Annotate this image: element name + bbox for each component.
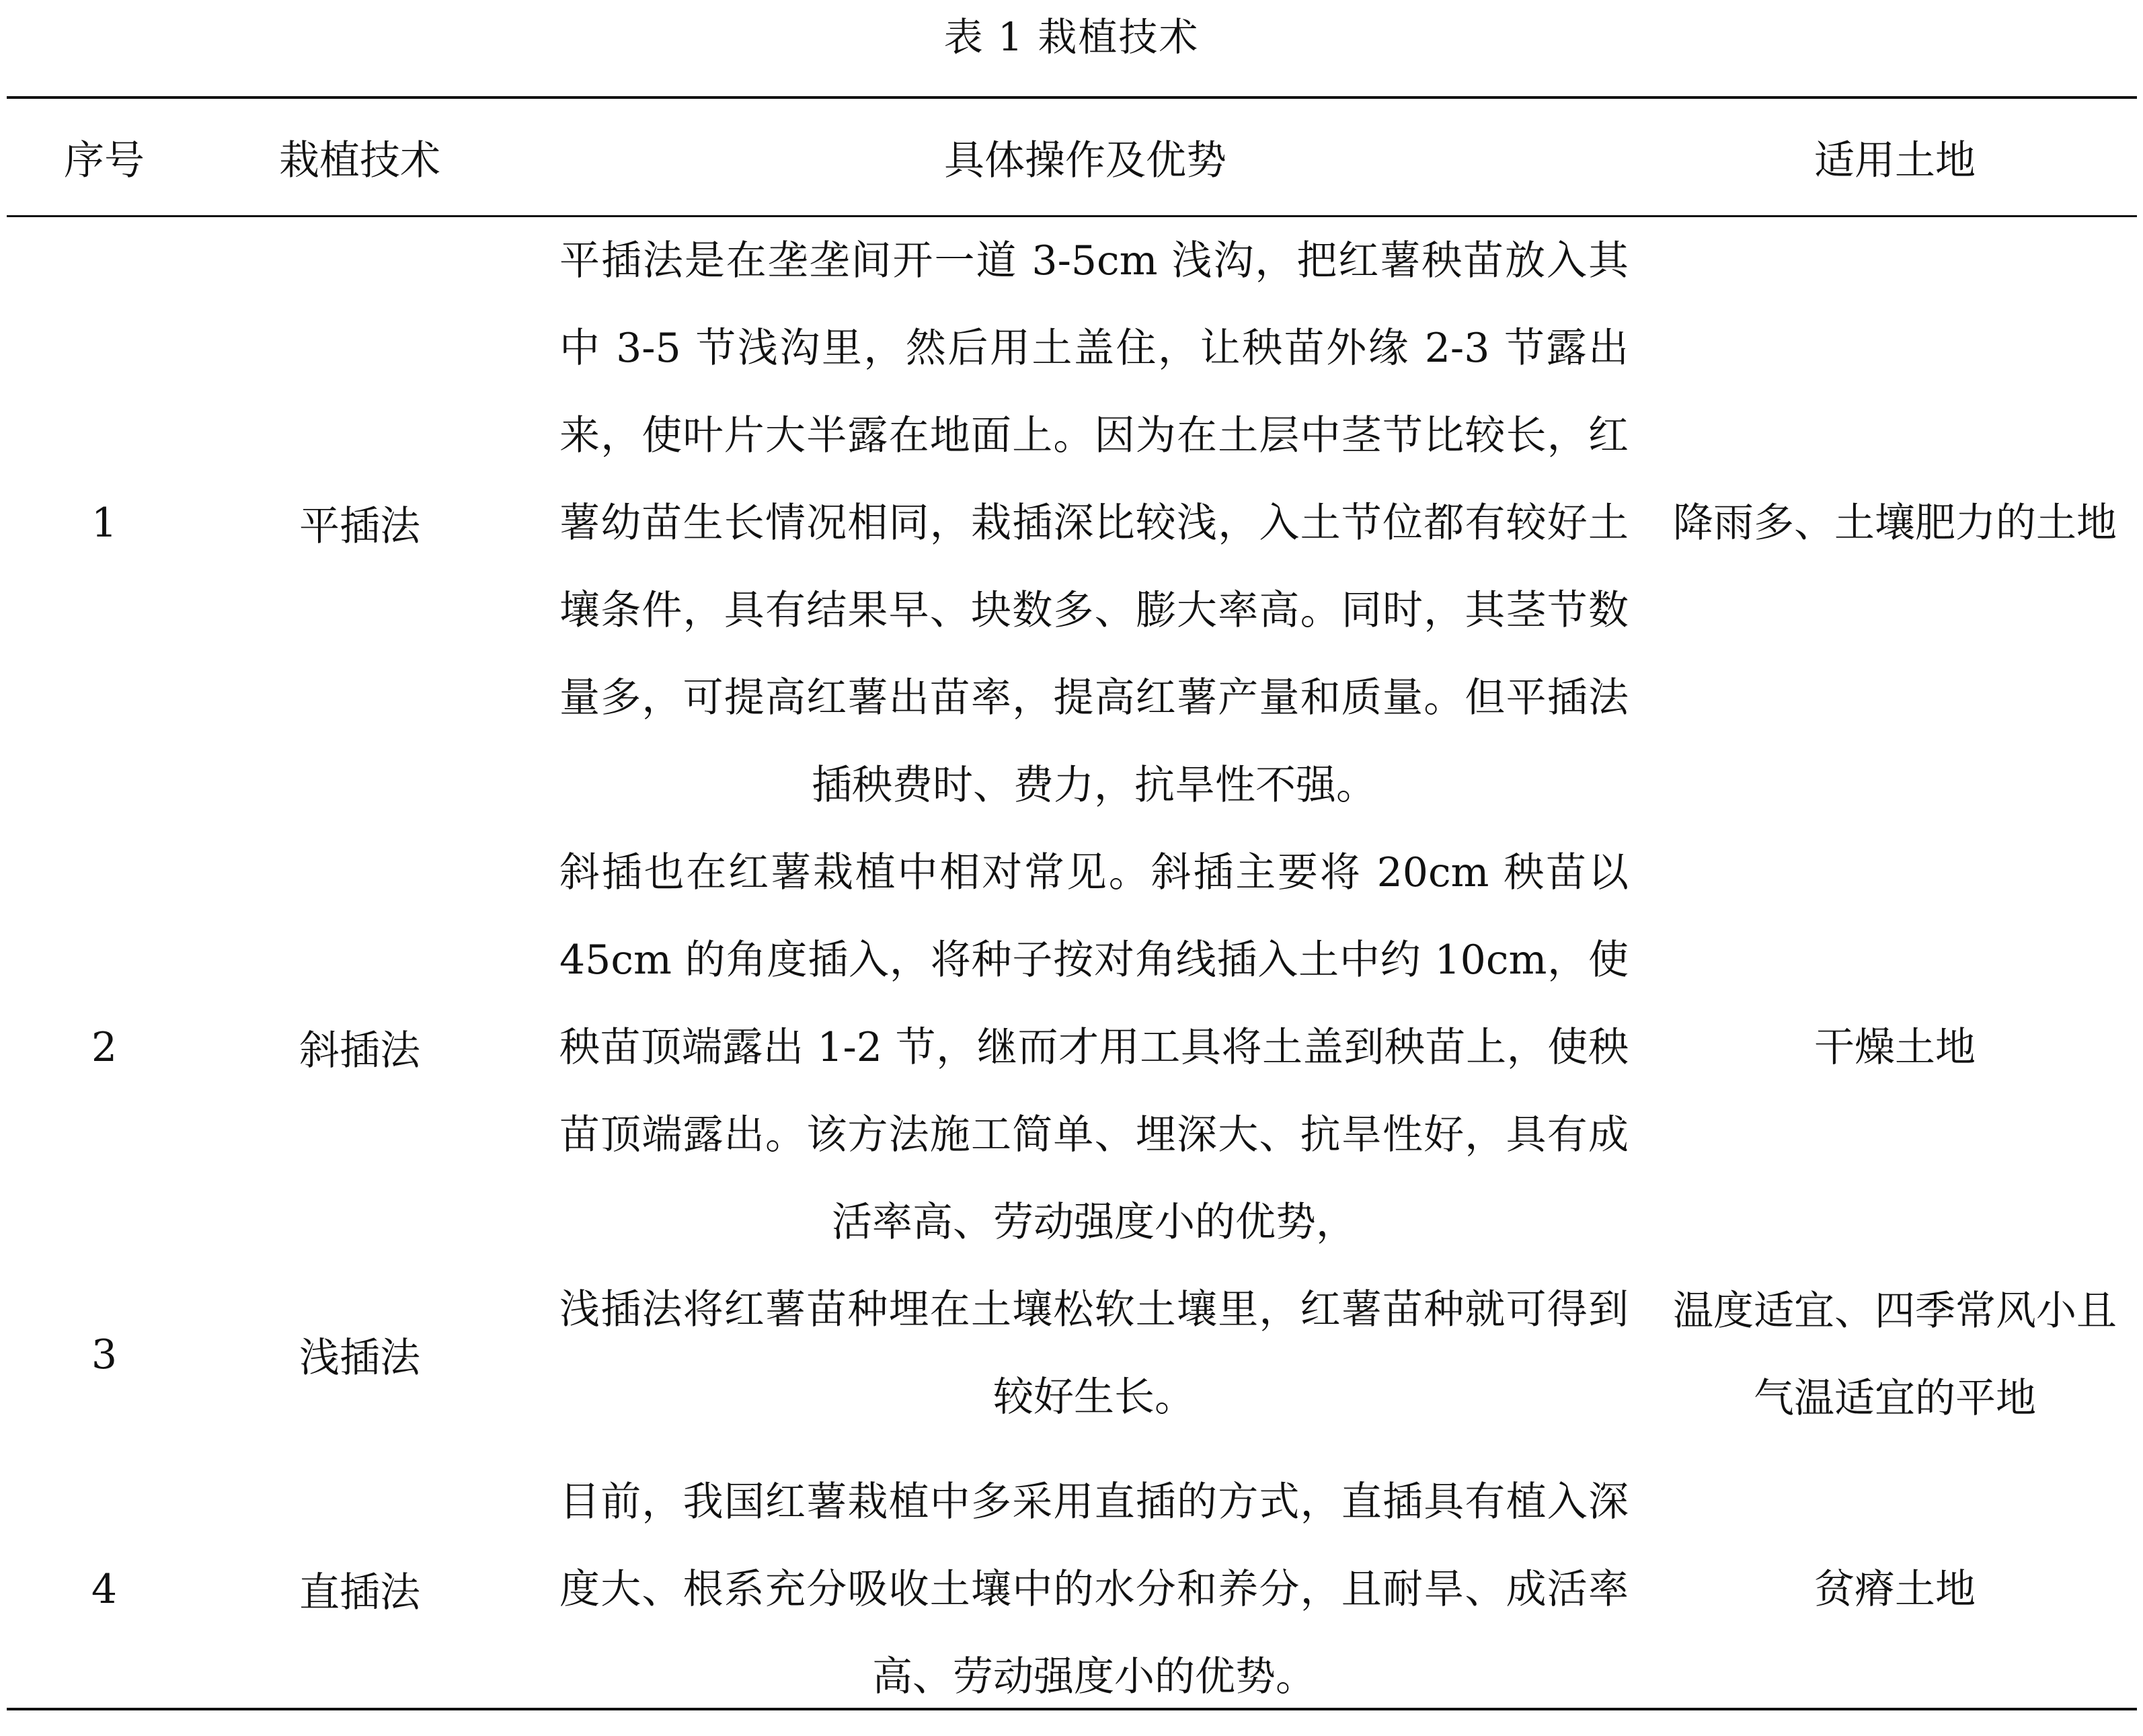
- row-technique: 斜插法: [299, 1027, 420, 1074]
- row-land: 贫瘠土地: [1814, 1566, 1976, 1613]
- row-index: 2: [91, 1024, 118, 1071]
- row-index: 3: [91, 1331, 118, 1378]
- header-technique: 栽植技术: [279, 136, 440, 184]
- table-body: [7, 217, 2137, 1736]
- row-technique: 平插法: [299, 503, 420, 550]
- header-land: 适用土地: [1814, 136, 1976, 184]
- header-row: [7, 99, 2137, 215]
- header-operation: 具体操作及优势: [944, 136, 1226, 184]
- row-operation: 浅插法将红薯苗种埋在土壤松软土壤里，红薯苗种就可得到较好生长。: [559, 1286, 1629, 1421]
- row-land: 温度适宜、四季常风小且气温适宜的平地: [1673, 1287, 2117, 1422]
- row-land: 降雨多、土壤肥力的土地: [1673, 500, 2117, 547]
- table-row: [7, 1266, 2137, 1443]
- table-row: [7, 217, 2137, 829]
- header-index: 序号: [64, 136, 145, 184]
- row-technique: 浅插法: [299, 1334, 420, 1382]
- table-row: [7, 829, 2137, 1266]
- row-index: 4: [91, 1566, 118, 1613]
- table-caption: 表 1 栽植技术: [943, 14, 1200, 60]
- row-technique: 直插法: [299, 1569, 420, 1616]
- table-row: [7, 1443, 2137, 1736]
- row-operation: 斜插也在红薯栽植中相对常见。斜插主要将 20cm 秧苗以 45cm 的角度插入，将种子按对角线插入土中约 10cm，使秧苗顶端露出 1-2 节，继而才用工具将土盖到秧苗上，使秧苗顶端露出。该方法施工简单、埋深大、抗旱性好，具有成活率高、劳动强度小的优势，: [559, 849, 1629, 1246]
- row-index: 1: [91, 500, 118, 547]
- row-land: 干燥土地: [1814, 1024, 1976, 1071]
- row-operation: 目前，我国红薯栽植中多采用直插的方式，直插具有植入深度大、根系充分吸收土壤中的水分和养分，且耐旱、成活率高、劳动强度小的优势。: [559, 1478, 1629, 1700]
- table-header: [7, 99, 2137, 215]
- row-operation: 平插法是在垄垄间开一道 3-5cm 浅沟，把红薯秧苗放入其中 3-5 节浅沟里，然后用土盖住，让秧苗外缘 2-3 节露出来，使叶片大半露在地面上。因为在土层中茎节比较长，红薯幼苗生长情况相同，栽插深比较浅，入土节位都有较好土壤条件，具有结果早、块数多、膨大率高。同时，其茎节数量多，可提高红薯出苗率，提高红薯产量和质量。但平插法插秧费时、费力，抗旱性不强。: [559, 237, 1629, 809]
